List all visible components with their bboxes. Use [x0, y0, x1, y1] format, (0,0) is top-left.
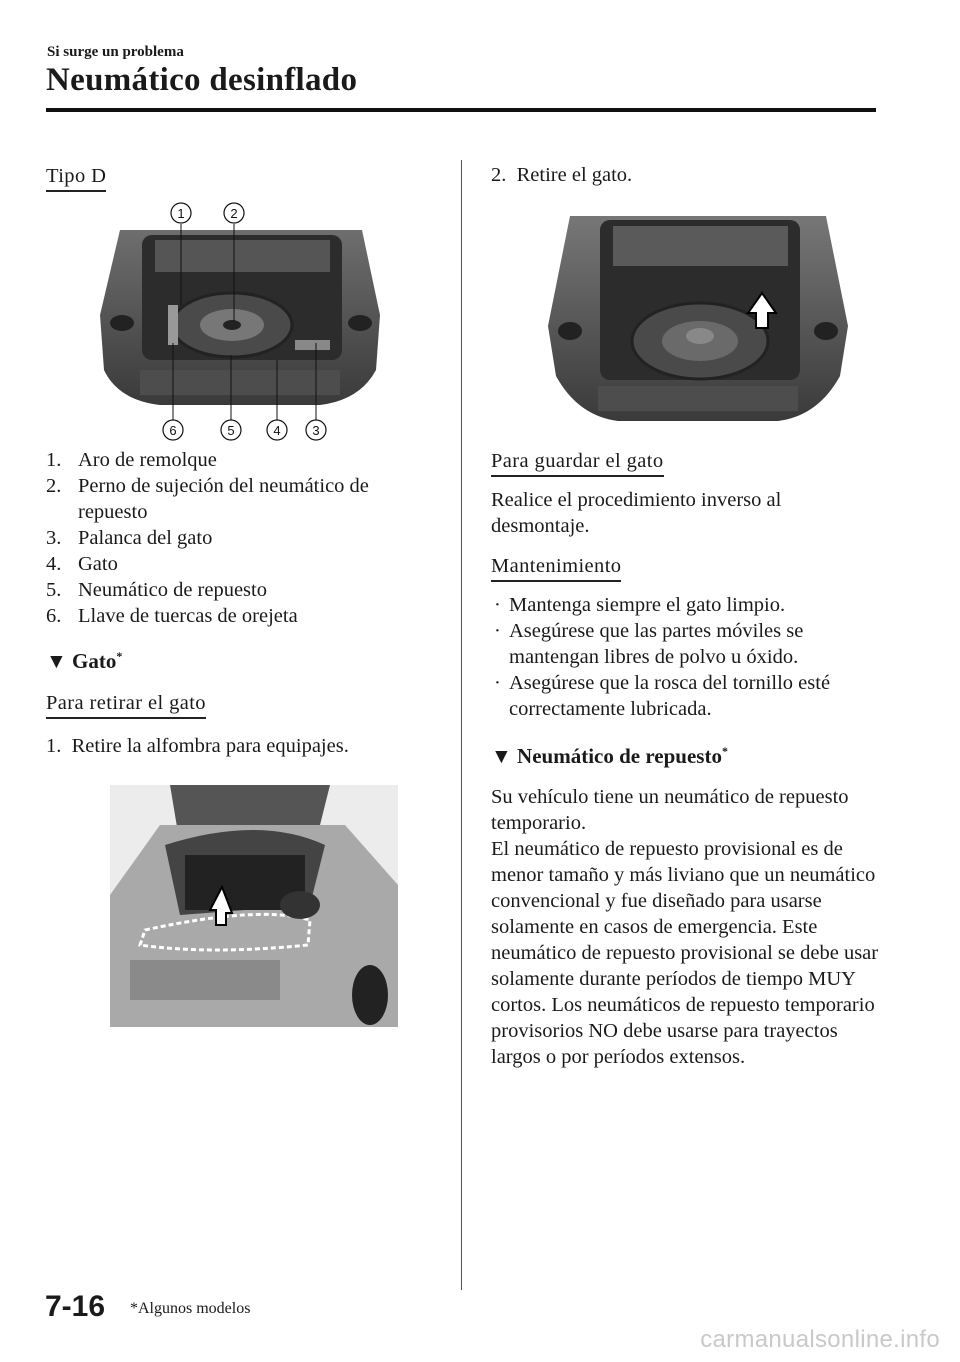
callout-label-6: 6 [169, 423, 177, 438]
bullet-icon: · [494, 620, 501, 642]
page-title: Neumático desinflado [46, 62, 358, 98]
store-subheading: Para guardar el gato [491, 448, 664, 477]
spare-tire-text: Su vehículo tiene un neumático de repuesto temporario. El neumático de repuesto provisional es de menor tamaño y más liviano que un neumático convencional y fue diseñado para usarse solamente en casos de emergencia. Este neumático de repuesto provisional se debe usar solamente durante períodos de tiempo MUY cortos. Los neumáticos de repuesto temporario provisorios NO debe usarse para trayectos largos o por períodos extensos. [491, 786, 879, 1068]
gato-heading: ▼ Gato* [46, 649, 123, 673]
list-item: 6. Llave de tuercas de orejeta [46, 605, 298, 627]
bullet-icon: · [494, 594, 501, 616]
triangle-icon: ▼ [46, 649, 67, 673]
spare-tire-heading: ▼ Neumático de repuesto* [491, 744, 728, 768]
maintenance-subheading: Mantenimiento [491, 553, 621, 582]
carpet-removal-illustration [110, 785, 398, 1027]
list-item: 1. Aro de remolque [46, 449, 217, 471]
callout-label-1: 1 [177, 206, 185, 221]
list-item: 3. Palanca del gato [46, 527, 213, 549]
parts-list [46, 447, 426, 629]
maintenance-list [491, 592, 881, 722]
callout-label-4: 4 [273, 423, 281, 438]
triangle-icon: ▼ [491, 744, 512, 768]
list-item: · Mantenga siempre el gato limpio. [494, 594, 786, 616]
section-label: Si surge un problema [47, 44, 184, 60]
callout-label-2: 2 [230, 206, 238, 221]
jack-removal-illustration [548, 216, 848, 431]
list-item: · Asegúrese que las partes móviles se mantengan libres de polvo u óxido. [494, 620, 804, 668]
title-rule [46, 108, 876, 112]
list-item: 4. Gato [46, 553, 118, 575]
callout-label-3: 3 [312, 423, 320, 438]
remove-subheading: Para retirar el gato [46, 690, 206, 719]
list-item: 2. Perno de sujeción del neumático de repuesto [46, 475, 369, 523]
footnote: *Algunos modelos [130, 1300, 251, 1317]
type-label: Tipo D [46, 163, 106, 192]
page-number: 7-16 [45, 1290, 106, 1323]
store-text: Realice el procedimiento inverso al desmontaje. [491, 489, 782, 537]
step-1: 1. Retire la alfombra para equipajes. [46, 735, 349, 757]
step-2: 2. Retire el gato. [491, 164, 633, 186]
column-divider [461, 160, 462, 1290]
callout-label-5: 5 [227, 423, 235, 438]
list-item: · Asegúrese que la rosca del tornillo esté correctamente lubricada. [494, 672, 831, 720]
trunk-diagram [100, 195, 382, 445]
bullet-icon: · [494, 672, 501, 694]
list-item: 5. Neumático de repuesto [46, 579, 267, 601]
watermark: carmanualsonline.info [700, 1326, 940, 1353]
